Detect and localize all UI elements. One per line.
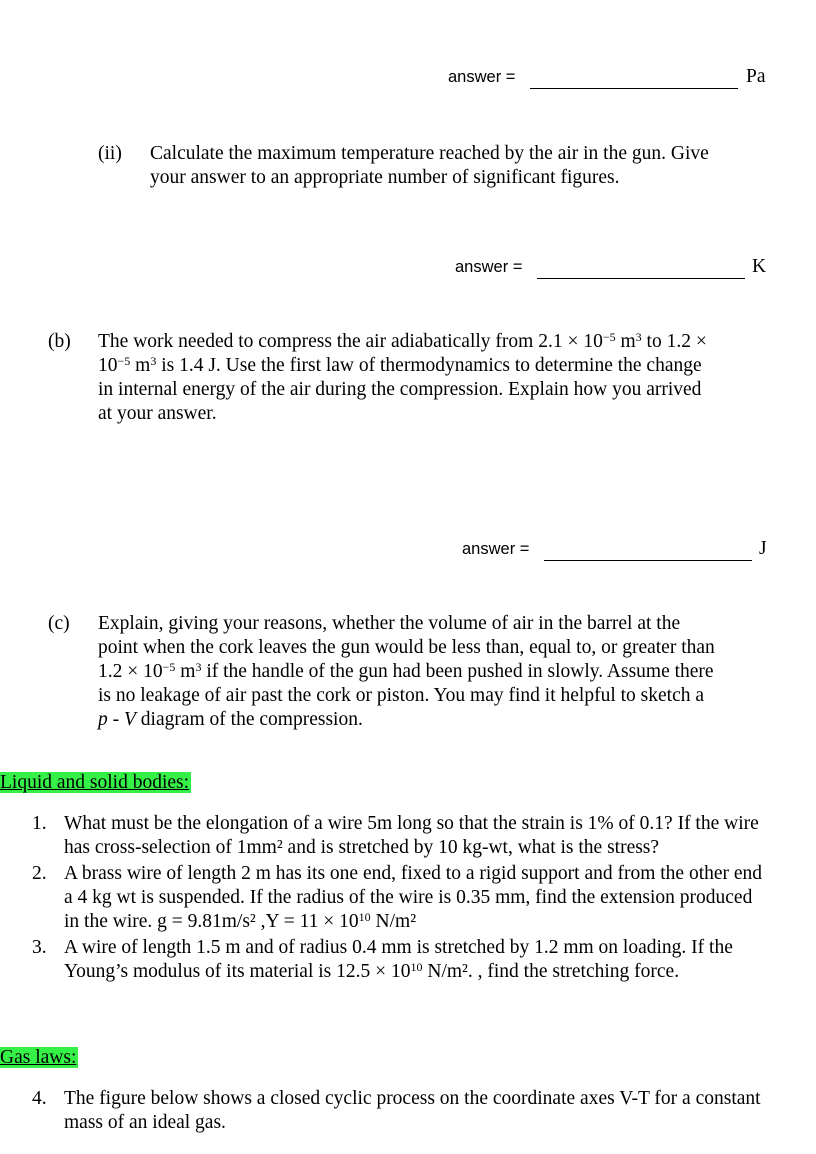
answer-unit: J — [759, 538, 767, 559]
text-line: a 4 kg wt is suspended. If the radius of the wire is 0.35 mm, find the extension produced — [64, 887, 753, 908]
question-number: 4. — [32, 1088, 47, 1109]
text-line: Explain, giving your reasons, whether the volume of air in the barrel at the — [98, 613, 681, 634]
text-line: p - V diagram of the compression. — [98, 709, 363, 730]
answer-blank-line[interactable] — [537, 278, 745, 279]
question-item-3 — [32, 936, 816, 984]
section-heading-text: Liquid and solid bodies: — [0, 772, 190, 793]
text-line: The work needed to compress the air adiabatically from $2.1 \times 10^{-5}$ $m^3$ to 1.2 × — [98, 330, 707, 352]
answer-label: answer = — [448, 68, 516, 86]
text-line: at your answer. — [98, 403, 217, 424]
answer-blank-line[interactable] — [530, 88, 738, 89]
answer-unit: Pa — [746, 66, 766, 87]
answer-blank-line[interactable] — [544, 560, 752, 561]
item-marker: (b) — [48, 331, 71, 352]
text-line: Young’s modulus of its material is $12.5 \times 10^{10}$ N/m². , find the stretching force. — [64, 960, 680, 982]
section-heading-liquid-solid — [0, 771, 191, 795]
text-line: your answer to an appropriate number of significant figures. — [150, 167, 620, 188]
item-marker: (c) — [48, 613, 70, 634]
text-line: point when the cork leaves the gun would be less than, equal to, or greater than — [98, 637, 715, 658]
item-marker: (ii) — [98, 143, 122, 164]
section-heading-gas-laws — [0, 1046, 78, 1070]
answer-label: answer = — [455, 258, 523, 276]
question-number: 3. — [32, 937, 47, 958]
question-item-4 — [32, 1087, 816, 1135]
question-list-solids — [32, 812, 816, 984]
question-text — [98, 330, 778, 426]
text-line: A wire of length 1.5 m and of radius 0.4 mm is stretched by 1.2 mm on loading. If the — [64, 937, 733, 958]
question-list-gas — [32, 1087, 816, 1135]
answer-row-j — [462, 538, 772, 564]
question-text — [98, 612, 778, 732]
answer-row-k — [455, 256, 775, 282]
question-item-2 — [32, 862, 816, 934]
answer-label: answer = — [462, 540, 530, 558]
answer-row-pa — [448, 66, 768, 92]
section-heading-text: Gas laws: — [0, 1047, 77, 1068]
text-line: is no leakage of air past the cork or piston. You may find it helpful to sketch a — [98, 685, 705, 706]
text-line: The figure below shows a closed cyclic process on the coordinate axes V-T for a constant — [64, 1088, 761, 1109]
answer-unit: K — [752, 256, 767, 277]
text-line: in the wire. g = 9.81m/s² $,Y = 11 \times 10^{10}$ N/m² — [64, 910, 417, 932]
text-line: $1.2 \times 10^{-5}$ $m^3$ if the handle of the gun had been pushed in slowly. Assume there — [98, 660, 714, 682]
text-line: mass of an ideal gas. — [64, 1112, 226, 1133]
question-text — [150, 142, 790, 190]
text-line: What must be the elongation of a wire 5m long so that the strain is 1% of 0.1? If the wire — [64, 813, 759, 834]
text-line: Calculate the maximum temperature reached by the air in the gun. Give — [150, 143, 709, 164]
question-number: 2. — [32, 863, 47, 884]
text-line: $10^{-5}$ $m^3$ is 1.4 J. Use the first law of thermodynamics to determine the change — [98, 354, 702, 376]
question-item-1 — [32, 812, 816, 860]
text-line: has cross-selection of 1mm² and is stretched by 10 kg-wt, what is the stress? — [64, 837, 660, 858]
question-number: 1. — [32, 813, 47, 834]
text-line: in internal energy of the air during the compression. Explain how you arrived — [98, 379, 702, 400]
text-line: A brass wire of length 2 m has its one end, fixed to a rigid support and from the other end — [64, 863, 763, 884]
